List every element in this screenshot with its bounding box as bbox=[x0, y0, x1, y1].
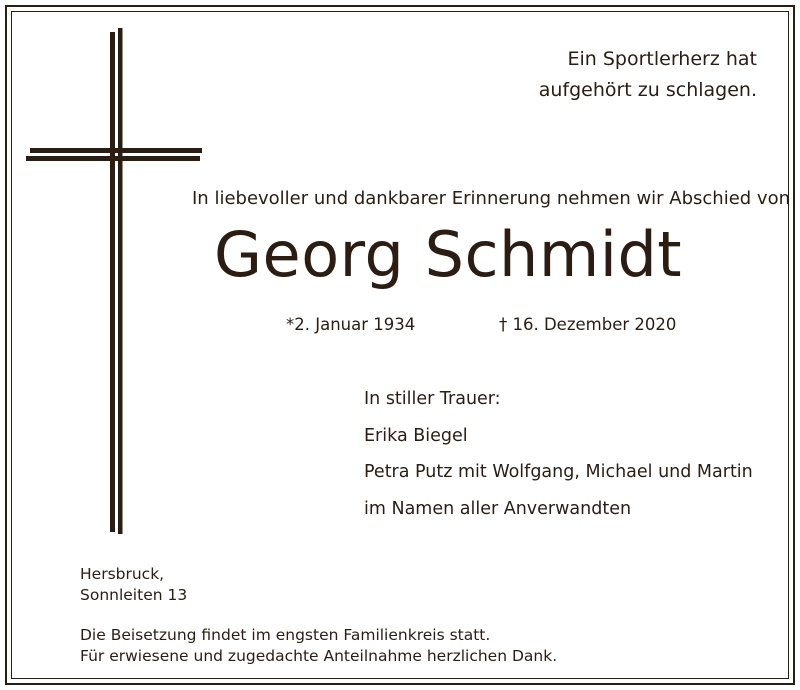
latin-cross-icon bbox=[26, 28, 204, 534]
footer-note bbox=[80, 625, 557, 667]
motto bbox=[539, 44, 757, 106]
motto-line-2: aufgehört zu schlagen. bbox=[538, 79, 757, 101]
mourner-line: im Namen aller Anverwandten bbox=[364, 498, 632, 519]
address-line-1: Hersbruck, bbox=[80, 565, 165, 583]
footer-line-1: Die Beisetzung findet im engsten Familienkreis statt. bbox=[80, 626, 491, 644]
address-line-2: Sonnleiten 13 bbox=[80, 586, 188, 604]
birth-date: *2. Januar 1934 bbox=[286, 315, 416, 334]
mourner-line: Erika Biegel bbox=[364, 425, 468, 446]
motto-line-1: Ein Sportlerherz hat bbox=[567, 48, 757, 70]
footer-line-2: Für erwiesene und zugedachte Anteilnahme herzlichen Dank. bbox=[80, 647, 558, 665]
address bbox=[80, 564, 187, 606]
death-date: † 16. Dezember 2020 bbox=[499, 315, 677, 334]
mourners-block bbox=[364, 386, 753, 532]
mourners-heading: In stiller Trauer: bbox=[364, 389, 501, 409]
intro-text: In liebevoller und dankbarer Erinnerung nehmen wir Abschied von bbox=[192, 188, 791, 209]
mourner-line: Petra Putz mit Wolfgang, Michael und Martin bbox=[364, 462, 753, 482]
deceased-name: Georg Schmidt bbox=[214, 218, 683, 291]
